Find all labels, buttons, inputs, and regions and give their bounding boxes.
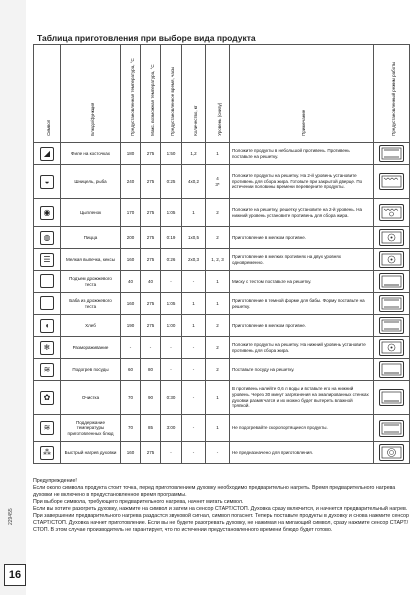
row-dish: Подогрев посуды [61, 359, 121, 381]
row-temp-preset: 240 [121, 165, 141, 199]
row-level: 1 [206, 415, 230, 442]
row-prog-cell [374, 337, 410, 359]
table-row [34, 293, 410, 315]
row-time-preset: 0:25 [161, 165, 182, 199]
row-temp-preset: 70 [121, 415, 141, 442]
row-time-preset: 0:26 [161, 249, 182, 271]
footnote-line-2: При выборе символа, требующего предварительного нагрева, начнет мигать символ. [33, 498, 244, 505]
row-dish: Поддержание температуры приготовленных блюд [61, 415, 121, 442]
row-time-preset: - [161, 271, 182, 293]
row-quantity: 1 [182, 199, 206, 227]
top-bottom-mode-icon [379, 317, 404, 334]
row-symbol-cell [34, 249, 61, 271]
row-prog-cell [374, 381, 410, 415]
row-quantity: - [182, 442, 206, 464]
row-note: Приготовление в мелком противне. [230, 315, 374, 337]
row-time-preset: - [161, 337, 182, 359]
row-note: В противень налейте 0,6 л воды и вставьте его на нижний уровень. Через 30 минут загрязнения на эмалированных стенках духовки размягчатся и их можно будет вытереть влажной тряпкой. [230, 381, 374, 415]
row-note: Приготовление в мелком противне. [230, 227, 374, 249]
grill-fan-mode-icon [379, 204, 404, 221]
row-dish: Шницель, рыба [61, 165, 121, 199]
row-quantity: 1,2 [182, 143, 206, 165]
table-row [34, 359, 410, 381]
row-symbol-cell [34, 293, 61, 315]
row-temp-max: 90 [141, 381, 161, 415]
table-row [34, 143, 410, 165]
row-level: 2 [206, 315, 230, 337]
side-strip [0, 0, 26, 595]
chicken-icon: ◉ [40, 206, 54, 220]
header-temp-max: Макс. возможная температура, °C [141, 45, 161, 143]
row-time-preset: 0:30 [161, 381, 182, 415]
row-temp-max: 40 [141, 271, 161, 293]
row-time-preset: 1:05 [161, 199, 182, 227]
row-level: - [206, 442, 230, 464]
top-bottom-mode-icon [379, 420, 404, 437]
row-dish: Быстрый нагрев духовки [61, 442, 121, 464]
table-row [34, 315, 410, 337]
row-quantity: - [182, 415, 206, 442]
top-bottom-mode-icon [379, 295, 404, 312]
row-temp-max: - [141, 337, 161, 359]
table-header-row [34, 45, 410, 143]
row-note: Миску с тестом поставьте на решетку. [230, 271, 374, 293]
row-dish: Подъем дрожжевого теста [61, 271, 121, 293]
row-dish: Хлеб [61, 315, 121, 337]
row-symbol-cell [34, 165, 61, 199]
header-quantity: Количество, кг [182, 45, 206, 143]
fan-mode-icon [379, 339, 404, 356]
row-temp-max: 275 [141, 227, 161, 249]
row-dish: Баба из дрожжевого теста [61, 293, 121, 315]
header-prog: Предустановленный режим работы [374, 45, 410, 143]
row-quantity: 1x0,5 [182, 227, 206, 249]
dish-warming-icon: ≋ [40, 363, 54, 377]
row-temp-preset: - [121, 337, 141, 359]
row-level: 2 [206, 199, 230, 227]
row-level: 2 [206, 227, 230, 249]
row-level: 4 3* [206, 165, 230, 199]
row-prog-cell [374, 271, 410, 293]
footnote-line-3: Если вы хотите разогреть духовку, нажмите на символ и затем на сенсор СТАРТ/СТОП. Духовка сразу включится, и начнется предварительный нагрев. При завершении предварительного нагрева раздастся звуковой сигнал, символ погаснет. Теперь поставьте продукты в духовку и снова нажмите сенсор СТАРТ/СТОП. Духовка начнет приготовление. Если вы не будете разогревать духовку, не нажимая на мигающий символ, сразу нажмите сенсор СТАРТ/СТОП. В этом случае производитель не гарантирует, что по истечении предустановленного времени блюдо будет готово. [33, 505, 409, 533]
fan-ring-mode-icon [379, 444, 404, 461]
row-symbol-cell [34, 227, 61, 249]
row-symbol-cell [34, 381, 61, 415]
row-temp-max: 80 [141, 359, 161, 381]
table-row [34, 271, 410, 293]
bread-icon: ◖ [40, 319, 54, 333]
row-quantity: - [182, 359, 206, 381]
row-prog-cell [374, 165, 410, 199]
bottom-mode-icon [379, 389, 404, 406]
schnitzel-fish-icon: ◒ [40, 175, 54, 189]
row-note: Положите продукты в небольшой противень. Противень поставьте на решетку. [230, 143, 374, 165]
row-temp-preset: 200 [121, 227, 141, 249]
row-level: 1 [206, 271, 230, 293]
table-row [34, 442, 410, 464]
pizza-icon: ◍ [40, 231, 54, 245]
row-symbol-cell [34, 359, 61, 381]
row-dish: Филе на косточках [61, 143, 121, 165]
table-row [34, 227, 410, 249]
table-row [34, 249, 410, 271]
table-row [34, 415, 410, 442]
row-symbol-cell [34, 271, 61, 293]
table-row [34, 381, 410, 415]
row-level: 1, 2, 3 [206, 249, 230, 271]
row-time-preset: 1:00 [161, 315, 182, 337]
row-quantity: - [182, 381, 206, 415]
fast-preheat-icon: ⁂ [40, 446, 54, 460]
row-prog-cell [374, 315, 410, 337]
row-symbol-cell [34, 143, 61, 165]
warning-footnote [33, 478, 409, 534]
row-level: 1 [206, 143, 230, 165]
row-temp-preset: 70 [121, 381, 141, 415]
row-quantity: 2x0,3 [182, 249, 206, 271]
row-temp-max: 275 [141, 315, 161, 337]
pastry-icon: ☰ [40, 253, 54, 267]
document-code: 229455 [8, 508, 14, 525]
row-temp-preset: 160 [121, 442, 141, 464]
row-temp-max: 275 [141, 143, 161, 165]
row-temp-max: 275 [141, 165, 161, 199]
bottom-mode-icon [379, 361, 404, 378]
row-level: 2 [206, 337, 230, 359]
row-prog-cell [374, 293, 410, 315]
header-time-preset: Предустановленное время, часы [161, 45, 182, 143]
row-temp-preset: 40 [121, 271, 141, 293]
row-temp-preset: 160 [121, 293, 141, 315]
row-temp-preset: 60 [121, 359, 141, 381]
top-bottom-mode-icon [379, 145, 404, 162]
row-time-preset: 1:50 [161, 143, 182, 165]
row-level: 2 [206, 359, 230, 381]
row-prog-cell [374, 143, 410, 165]
row-temp-preset: 160 [121, 249, 141, 271]
row-temp-max: 275 [141, 442, 161, 464]
page-number: 16 [4, 564, 26, 586]
row-symbol-cell [34, 199, 61, 227]
row-symbol-cell [34, 442, 61, 464]
row-temp-max: 275 [141, 293, 161, 315]
row-dish: Пицца [61, 227, 121, 249]
row-temp-max: 85 [141, 415, 161, 442]
table-row [34, 165, 410, 199]
row-dish: Размораживание [61, 337, 121, 359]
row-note: Положите продукты на решетку. На нижний уровень установите противень для сбора жира. [230, 337, 374, 359]
row-quantity: 1 [182, 315, 206, 337]
row-note: Положите на решетку, решетку установите на 2-й уровень. На нижний уровень установите противень для сбора жира. [230, 199, 374, 227]
row-time-preset: - [161, 359, 182, 381]
row-time-preset: 0:19 [161, 227, 182, 249]
row-note: Поставьте посуду на решетку. [230, 359, 374, 381]
row-note: Не предназначено для приготовления. [230, 442, 374, 464]
row-note: Не подогревайте скоропортящиеся продукты. [230, 415, 374, 442]
row-prog-cell [374, 442, 410, 464]
yeast-dough-icon [40, 274, 54, 288]
row-temp-preset: 170 [121, 199, 141, 227]
row-temp-max: 275 [141, 199, 161, 227]
row-time-preset: 3:00 [161, 415, 182, 442]
row-temp-max: 275 [141, 249, 161, 271]
row-dish: Очистка [61, 381, 121, 415]
header-level: Уровень (снизу) [206, 45, 230, 143]
row-level: 1 [206, 381, 230, 415]
bottom-mode-icon [379, 273, 404, 290]
row-symbol-cell [34, 415, 61, 442]
row-prog-cell [374, 415, 410, 442]
footnote-line-1: Если около символа продукта стоит точка, перед приготовлением духовку необходимо предварительно нагреть. Время предварительного нагрева духовки не включено в предустановленное время программы. [33, 484, 396, 498]
defrost-icon: ❄ [40, 341, 54, 355]
row-prog-cell [374, 199, 410, 227]
page-title: Таблица приготовления при выборе вида продукта [37, 33, 256, 43]
row-quantity: 4x0,2 [182, 165, 206, 199]
yeast-cake-icon [40, 296, 54, 310]
row-time-preset: - [161, 442, 182, 464]
row-symbol-cell [34, 337, 61, 359]
fan-mode-icon [379, 229, 404, 246]
row-temp-preset: 190 [121, 315, 141, 337]
row-prog-cell [374, 249, 410, 271]
meat-pieces-icon: ◢ [40, 147, 54, 161]
row-note: Положите продукты на решетку. На 2-й уровень установите противень для сбора жира. Готовьте при закрытой дверце. По истечении половины времени переверните продукты. [230, 165, 374, 199]
footnote-heading: Предупреждение! [33, 478, 77, 484]
fan-mode-icon [379, 251, 404, 268]
header-symbol: Символ [34, 45, 61, 143]
cooking-table [33, 44, 410, 464]
table-row [34, 337, 410, 359]
row-level: 1 [206, 293, 230, 315]
cleaning-icon: ✿ [40, 391, 54, 405]
row-dish: Цыпленок [61, 199, 121, 227]
row-quantity: 1 [182, 293, 206, 315]
row-quantity: - [182, 337, 206, 359]
row-prog-cell [374, 359, 410, 381]
header-dish: Блюдо/функция [61, 45, 121, 143]
row-quantity: - [182, 271, 206, 293]
row-note: Приготовление в темной форме для бабы. Форму поставьте на решетку. [230, 293, 374, 315]
row-time-preset: 1:05 [161, 293, 182, 315]
row-prog-cell [374, 227, 410, 249]
grill-mode-icon [379, 173, 404, 190]
table-row [34, 199, 410, 227]
keep-warm-icon: ≋ [40, 421, 54, 435]
header-note: Примечание [230, 45, 374, 143]
row-temp-preset: 180 [121, 143, 141, 165]
header-temp-preset: Предустановленная температура, °C [121, 45, 141, 143]
row-note: Приготовление в мелких противнях на двух уровнях одновременно. [230, 249, 374, 271]
row-symbol-cell [34, 315, 61, 337]
row-dish: Мелкая выпечка, кексы [61, 249, 121, 271]
